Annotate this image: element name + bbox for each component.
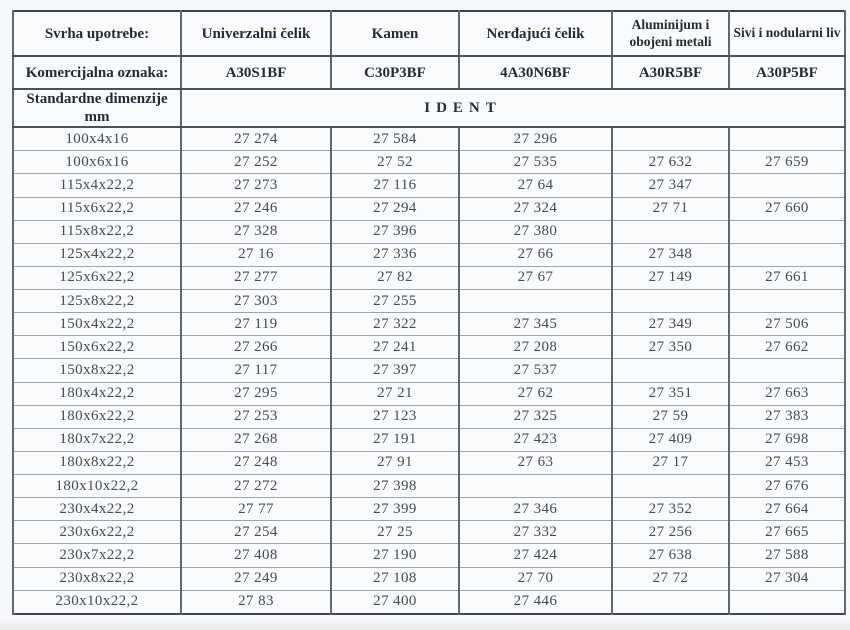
table-row (13, 567, 845, 590)
ident-value-universal-steel: 27 77 (181, 498, 331, 521)
ident-value-stainless-steel: 27 63 (459, 451, 612, 474)
ident-value-stone: 27 82 (331, 266, 459, 289)
dimension-cell: 150x4x22,2 (13, 313, 181, 336)
dimension-cell: 115x8x22,2 (13, 220, 181, 243)
dimension-cell: 180x4x22,2 (13, 382, 181, 405)
ident-value-stainless-steel: 27 446 (459, 590, 612, 614)
dimension-cell: 230x8x22,2 (13, 567, 181, 590)
ident-value-aluminium-nonferrous: 27 638 (612, 544, 729, 567)
ident-value-aluminium-nonferrous (612, 475, 729, 498)
ident-value-gray-nodular-cast: 27 661 (729, 266, 845, 289)
ident-value-stone: 27 123 (331, 405, 459, 428)
ident-value-stainless-steel: 27 380 (459, 220, 612, 243)
ident-value-stainless-steel: 27 345 (459, 313, 612, 336)
ident-value-universal-steel: 27 273 (181, 174, 331, 197)
dimension-cell: 150x8x22,2 (13, 359, 181, 382)
ident-value-stainless-steel (459, 290, 612, 313)
ident-value-stainless-steel: 27 64 (459, 174, 612, 197)
ident-value-gray-nodular-cast (729, 243, 845, 266)
ident-value-universal-steel: 27 272 (181, 475, 331, 498)
table-row (13, 498, 845, 521)
commercial-code-row (13, 56, 845, 89)
ident-value-universal-steel: 27 408 (181, 544, 331, 567)
dimension-cell: 115x4x22,2 (13, 174, 181, 197)
ident-value-universal-steel: 27 248 (181, 451, 331, 474)
ident-value-aluminium-nonferrous (612, 359, 729, 382)
table-row (13, 359, 845, 382)
standard-dimensions-label: Standardne dimenzije mm (13, 89, 181, 127)
ident-value-stone: 27 397 (331, 359, 459, 382)
ident-value-stone: 27 396 (331, 220, 459, 243)
ident-value-gray-nodular-cast (729, 290, 845, 313)
dimension-cell: 180x8x22,2 (13, 451, 181, 474)
commercial-code-stone: C30P3BF (331, 56, 459, 89)
ident-value-gray-nodular-cast: 27 662 (729, 336, 845, 359)
ident-value-stone: 27 336 (331, 243, 459, 266)
ident-header (181, 89, 845, 127)
dimension-cell: 125x4x22,2 (13, 243, 181, 266)
table-row (13, 313, 845, 336)
ident-value-aluminium-nonferrous: 27 349 (612, 313, 729, 336)
ident-value-aluminium-nonferrous (612, 220, 729, 243)
ident-value-aluminium-nonferrous: 27 352 (612, 498, 729, 521)
table-row (13, 451, 845, 474)
ident-value-gray-nodular-cast (729, 359, 845, 382)
dimension-cell: 125x8x22,2 (13, 290, 181, 313)
ident-value-gray-nodular-cast: 27 660 (729, 197, 845, 220)
ident-value-gray-nodular-cast: 27 665 (729, 521, 845, 544)
ident-value-gray-nodular-cast: 27 664 (729, 498, 845, 521)
dimension-cell: 115x6x22,2 (13, 197, 181, 220)
ident-value-aluminium-nonferrous: 27 348 (612, 243, 729, 266)
ident-value-gray-nodular-cast (729, 127, 845, 151)
ident-value-stone: 27 255 (331, 290, 459, 313)
ident-value-stone: 27 584 (331, 127, 459, 151)
ident-value-stainless-steel: 27 423 (459, 428, 612, 451)
table-row (13, 405, 845, 428)
ident-value-stone: 27 21 (331, 382, 459, 405)
table-row (13, 521, 845, 544)
table-row (13, 382, 845, 405)
ident-value-stainless-steel: 27 296 (459, 127, 612, 151)
ident-value-stainless-steel (459, 475, 612, 498)
column-header-stainless-steel: Nerđajući čelik (459, 11, 612, 56)
ident-header-row (13, 89, 845, 127)
ident-value-gray-nodular-cast: 27 506 (729, 313, 845, 336)
table-row (13, 127, 845, 151)
ident-value-universal-steel: 27 254 (181, 521, 331, 544)
ident-value-stainless-steel: 27 537 (459, 359, 612, 382)
ident-value-universal-steel: 27 252 (181, 151, 331, 174)
dimension-cell: 180x10x22,2 (13, 475, 181, 498)
ident-value-stone: 27 91 (331, 451, 459, 474)
ident-value-aluminium-nonferrous: 27 351 (612, 382, 729, 405)
commercial-code-universal-steel: A30S1BF (181, 56, 331, 89)
ident-value-gray-nodular-cast (729, 174, 845, 197)
commercial-code-gray-nodular-cast: A30P5BF (729, 56, 845, 89)
table-row (13, 428, 845, 451)
ident-value-stainless-steel: 27 324 (459, 197, 612, 220)
ident-value-universal-steel: 27 117 (181, 359, 331, 382)
table-row (13, 151, 845, 174)
dimension-cell: 230x10x22,2 (13, 590, 181, 614)
table-row (13, 266, 845, 289)
dimension-cell: 150x6x22,2 (13, 336, 181, 359)
ident-value-aluminium-nonferrous: 27 17 (612, 451, 729, 474)
ident-value-aluminium-nonferrous: 27 632 (612, 151, 729, 174)
table-row (13, 590, 845, 614)
ident-value-stone: 27 241 (331, 336, 459, 359)
ident-value-stainless-steel: 27 70 (459, 567, 612, 590)
table-row (13, 336, 845, 359)
ident-value-aluminium-nonferrous: 27 256 (612, 521, 729, 544)
table-row (13, 243, 845, 266)
column-header-stone: Kamen (331, 11, 459, 56)
ident-value-stainless-steel: 27 62 (459, 382, 612, 405)
table-row (13, 174, 845, 197)
ident-value-universal-steel: 27 277 (181, 266, 331, 289)
ident-value-stone: 27 108 (331, 567, 459, 590)
dimension-cell: 230x6x22,2 (13, 521, 181, 544)
table-row (13, 197, 845, 220)
ident-value-universal-steel: 27 268 (181, 428, 331, 451)
ident-value-aluminium-nonferrous (612, 127, 729, 151)
ident-value-stone: 27 190 (331, 544, 459, 567)
table-body (13, 127, 845, 614)
ident-value-stone: 27 52 (331, 151, 459, 174)
ident-value-stainless-steel: 27 66 (459, 243, 612, 266)
ident-value-gray-nodular-cast: 27 383 (729, 405, 845, 428)
ident-value-universal-steel: 27 328 (181, 220, 331, 243)
ident-value-stainless-steel: 27 424 (459, 544, 612, 567)
ident-value-aluminium-nonferrous (612, 590, 729, 614)
ident-value-universal-steel: 27 274 (181, 127, 331, 151)
dimension-cell: 125x6x22,2 (13, 266, 181, 289)
ident-value-universal-steel: 27 266 (181, 336, 331, 359)
ident-value-gray-nodular-cast (729, 220, 845, 243)
ident-value-aluminium-nonferrous: 27 59 (612, 405, 729, 428)
ident-value-universal-steel: 27 303 (181, 290, 331, 313)
ident-value-universal-steel: 27 246 (181, 197, 331, 220)
column-header-gray-nodular-cast: Sivi i nodularni liv (729, 11, 845, 56)
dimension-cell: 230x7x22,2 (13, 544, 181, 567)
ident-value-aluminium-nonferrous: 27 72 (612, 567, 729, 590)
ident-value-stainless-steel: 27 535 (459, 151, 612, 174)
ident-value-stone: 27 294 (331, 197, 459, 220)
dimension-cell: 100x4x16 (13, 127, 181, 151)
ident-value-stainless-steel: 27 346 (459, 498, 612, 521)
ident-value-stone: 27 398 (331, 475, 459, 498)
ident-value-stone: 27 116 (331, 174, 459, 197)
commercial-code-aluminium-nonferrous: A30R5BF (612, 56, 729, 89)
table-row (13, 220, 845, 243)
ident-value-aluminium-nonferrous: 27 350 (612, 336, 729, 359)
ident-value-stainless-steel: 27 332 (459, 521, 612, 544)
ident-value-universal-steel: 27 83 (181, 590, 331, 614)
ident-value-aluminium-nonferrous (612, 290, 729, 313)
ident-value-stone: 27 191 (331, 428, 459, 451)
ident-value-aluminium-nonferrous: 27 409 (612, 428, 729, 451)
commercial-code-label: Komercijalna oznaka: (13, 56, 181, 89)
ident-value-gray-nodular-cast: 27 588 (729, 544, 845, 567)
ident-value-gray-nodular-cast: 27 698 (729, 428, 845, 451)
ident-value-stainless-steel: 27 67 (459, 266, 612, 289)
ident-value-gray-nodular-cast: 27 304 (729, 567, 845, 590)
ident-value-aluminium-nonferrous: 27 347 (612, 174, 729, 197)
ident-value-aluminium-nonferrous: 27 71 (612, 197, 729, 220)
dimension-cell: 100x6x16 (13, 151, 181, 174)
ident-value-gray-nodular-cast: 27 453 (729, 451, 845, 474)
ident-value-universal-steel: 27 119 (181, 313, 331, 336)
ident-value-gray-nodular-cast: 27 659 (729, 151, 845, 174)
ident-value-stone: 27 400 (331, 590, 459, 614)
table-row (13, 290, 845, 313)
product-ident-table (12, 10, 846, 615)
purpose-label: Svrha upotrebe: (13, 11, 181, 56)
ident-value-stone: 27 399 (331, 498, 459, 521)
dimension-cell: 180x7x22,2 (13, 428, 181, 451)
ident-value-stone: 27 25 (331, 521, 459, 544)
dimension-cell: 230x4x22,2 (13, 498, 181, 521)
ident-value-gray-nodular-cast: 27 676 (729, 475, 845, 498)
ident-value-universal-steel: 27 295 (181, 382, 331, 405)
ident-value-universal-steel: 27 253 (181, 405, 331, 428)
table-row (13, 544, 845, 567)
table-row (13, 475, 845, 498)
ident-label: IDENT (424, 100, 502, 116)
column-header-aluminium-nonferrous: Aluminijum i obojeni metali (612, 11, 729, 56)
purpose-row (13, 11, 845, 56)
ident-value-stainless-steel: 27 325 (459, 405, 612, 428)
dimension-cell: 180x6x22,2 (13, 405, 181, 428)
ident-value-stone: 27 322 (331, 313, 459, 336)
ident-value-universal-steel: 27 249 (181, 567, 331, 590)
column-header-universal-steel: Univerzalni čelik (181, 11, 331, 56)
commercial-code-stainless-steel: 4A30N6BF (459, 56, 612, 89)
ident-value-gray-nodular-cast (729, 590, 845, 614)
ident-value-aluminium-nonferrous: 27 149 (612, 266, 729, 289)
ident-value-stainless-steel: 27 208 (459, 336, 612, 359)
ident-value-universal-steel: 27 16 (181, 243, 331, 266)
ident-value-gray-nodular-cast: 27 663 (729, 382, 845, 405)
